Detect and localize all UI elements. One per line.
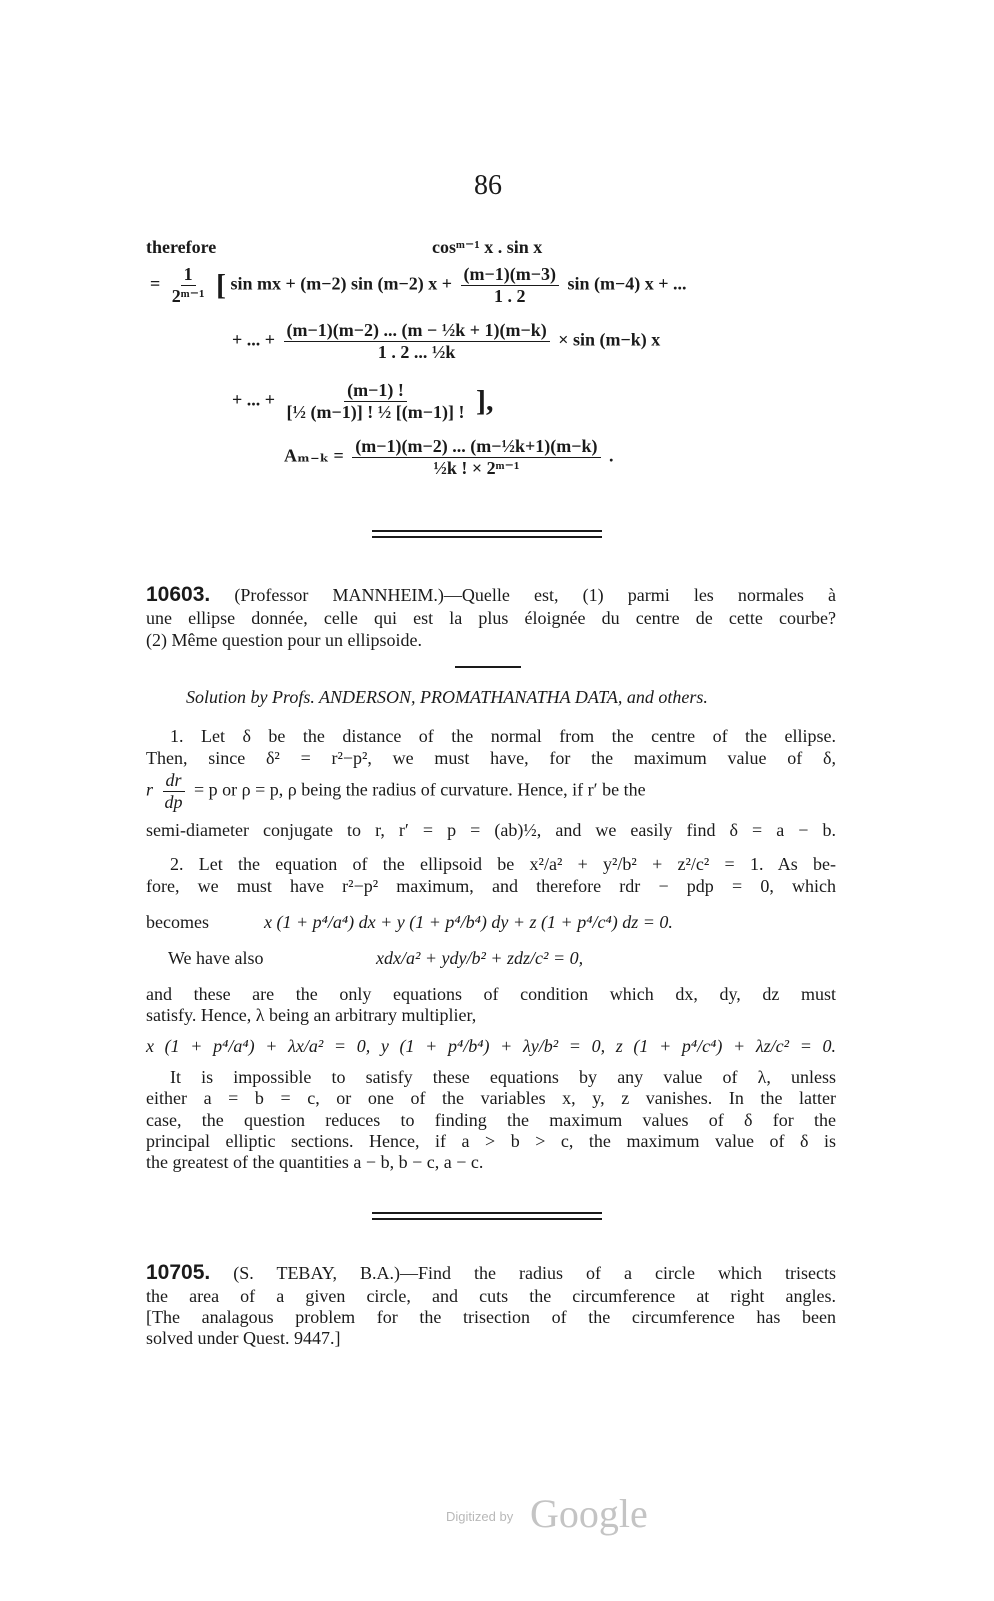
google-logo: Google bbox=[530, 1491, 648, 1536]
term: r bbox=[146, 779, 154, 800]
numerator: (m−1)(m−2) ... (m − ½k + 1)(m−k) bbox=[284, 320, 550, 342]
equation: x (1 + p⁴/a⁴) + λx/a² = 0, y (1 + p⁴/b⁴) + λy/b² = 0, z (1 + p⁴/c⁴) + λz/c² = 0. bbox=[146, 1036, 836, 1056]
fraction bbox=[162, 770, 186, 813]
math-lhs: cosᵐ⁻¹ x . sin x bbox=[432, 237, 543, 257]
divider bbox=[455, 666, 521, 668]
term: × sin (m−k) x bbox=[558, 329, 661, 350]
page-number: 86 bbox=[474, 170, 502, 201]
para-line: Then, since δ² = r²−p², we must have, for the maximum value of δ, bbox=[146, 748, 836, 768]
eq-sign: = bbox=[150, 273, 161, 294]
math-line-3 bbox=[232, 380, 493, 423]
para-line: case, the question reduces to finding the maximum values of δ for the bbox=[146, 1110, 836, 1130]
math-therefore: therefore bbox=[146, 237, 217, 257]
para-line: It is impossible to satisfy these equations by any value of λ, unless bbox=[170, 1067, 836, 1087]
para-line: semi-diameter conjugate to r, r′ = p = (ab)½, and we easily find δ = a − b. bbox=[146, 820, 836, 840]
para-line: principal elliptic sections. Hence, if a > b > c, the maximum value of δ is bbox=[146, 1131, 836, 1151]
text: (Professor MANNHEIM.)—Quelle est, (1) parmi les normales à bbox=[234, 585, 836, 605]
para-line: the greatest of the quantities a − b, b − c, a − c. bbox=[146, 1152, 484, 1172]
numerator: dr bbox=[163, 770, 185, 792]
divider bbox=[372, 536, 602, 538]
fraction bbox=[352, 436, 600, 479]
para-line: fore, we must have r²−p² maximum, and therefore rdr − pdp = 0, which bbox=[146, 876, 836, 896]
divider bbox=[372, 1218, 602, 1220]
digitized-label: Digitized by bbox=[446, 1509, 514, 1524]
q10603-line-3: (2) Même question pour un ellipsoide. bbox=[146, 630, 422, 650]
para-line: 1. Let δ be the distance of the normal from the centre of the ellipse. bbox=[170, 726, 836, 746]
text: (S. TEBAY, B.A.)—Find the radius of a circle which trisects bbox=[233, 1263, 836, 1283]
para-line: either a = b = c, or one of the variables x, y, z vanishes. In the latter bbox=[146, 1088, 836, 1108]
fraction bbox=[284, 320, 550, 363]
equation: xdx/a² + ydy/b² + zdz/c² = 0, bbox=[376, 948, 584, 968]
text: = p or ρ = p, ρ being the radius of curvature. Hence, if r′ be the bbox=[194, 779, 646, 800]
para-line: 2. Let the equation of the ellipsoid be x²/a² + y²/b² + z²/c² = 1. As be- bbox=[170, 854, 836, 874]
term: + ... + bbox=[232, 329, 276, 350]
q10603-line-1 bbox=[146, 584, 836, 606]
denominator: 1 . 2 bbox=[494, 286, 526, 306]
numerator: (m−1) ! bbox=[344, 380, 407, 402]
math-line-1 bbox=[150, 264, 687, 307]
q10705-line-4: solved under Quest. 9447.] bbox=[146, 1328, 341, 1348]
denominator: ½k ! × 2ᵐ⁻¹ bbox=[433, 458, 520, 478]
fraction bbox=[461, 264, 559, 307]
numerator: 1 bbox=[181, 264, 196, 286]
q10705-line-1 bbox=[146, 1262, 836, 1284]
bracket: ], bbox=[475, 384, 494, 418]
math-line-2 bbox=[232, 320, 660, 363]
term: . bbox=[609, 445, 614, 466]
term: sin (m−4) x + ... bbox=[567, 273, 687, 294]
divider bbox=[372, 1212, 602, 1214]
fraction bbox=[284, 380, 468, 423]
para-line: satisfy. Hence, λ being an arbitrary multiplier, bbox=[146, 1005, 477, 1025]
denominator: [½ (m−1)] ! ½ [(m−1)] ! bbox=[286, 402, 465, 422]
we-have-also-label: We have also bbox=[168, 948, 264, 968]
denominator: dp bbox=[164, 792, 183, 812]
para-line-frac bbox=[146, 770, 646, 813]
q10705-line-3: [The analagous problem for the trisection of the circumference has been bbox=[146, 1307, 836, 1327]
term: Aₘ₋ₖ = bbox=[284, 445, 344, 466]
q10603-line-2: une ellipse donnée, celle qui est la plus éloignée du centre de cette courbe? bbox=[146, 608, 836, 628]
numerator: (m−1)(m−3) bbox=[461, 264, 559, 286]
question-number: 10705. bbox=[146, 1261, 211, 1284]
denominator: 1 . 2 ... ½k bbox=[377, 342, 456, 362]
para-line: and these are the only equations of condition which dx, dy, dz must bbox=[146, 984, 836, 1004]
fraction bbox=[169, 264, 208, 307]
solution-heading: Solution by Profs. ANDERSON, PROMATHANATHA DATA, and others. bbox=[186, 687, 708, 707]
equation: x (1 + p⁴/a⁴) dx + y (1 + p⁴/b⁴) dy + z (1 + p⁴/c⁴) dz = 0. bbox=[264, 912, 673, 932]
bracket: [ bbox=[216, 268, 227, 302]
term: + ... + bbox=[232, 389, 276, 410]
q10705-line-2: the area of a given circle, and cuts the circumference at right angles. bbox=[146, 1286, 836, 1306]
math-line-4 bbox=[284, 436, 614, 479]
term: sin mx + (m−2) sin (m−2) x + bbox=[230, 273, 453, 294]
divider bbox=[372, 530, 602, 532]
question-number: 10603. bbox=[146, 583, 211, 606]
denominator: 2ᵐ⁻¹ bbox=[171, 286, 205, 306]
becomes-label: becomes bbox=[146, 912, 209, 932]
numerator: (m−1)(m−2) ... (m−½k+1)(m−k) bbox=[352, 436, 600, 458]
